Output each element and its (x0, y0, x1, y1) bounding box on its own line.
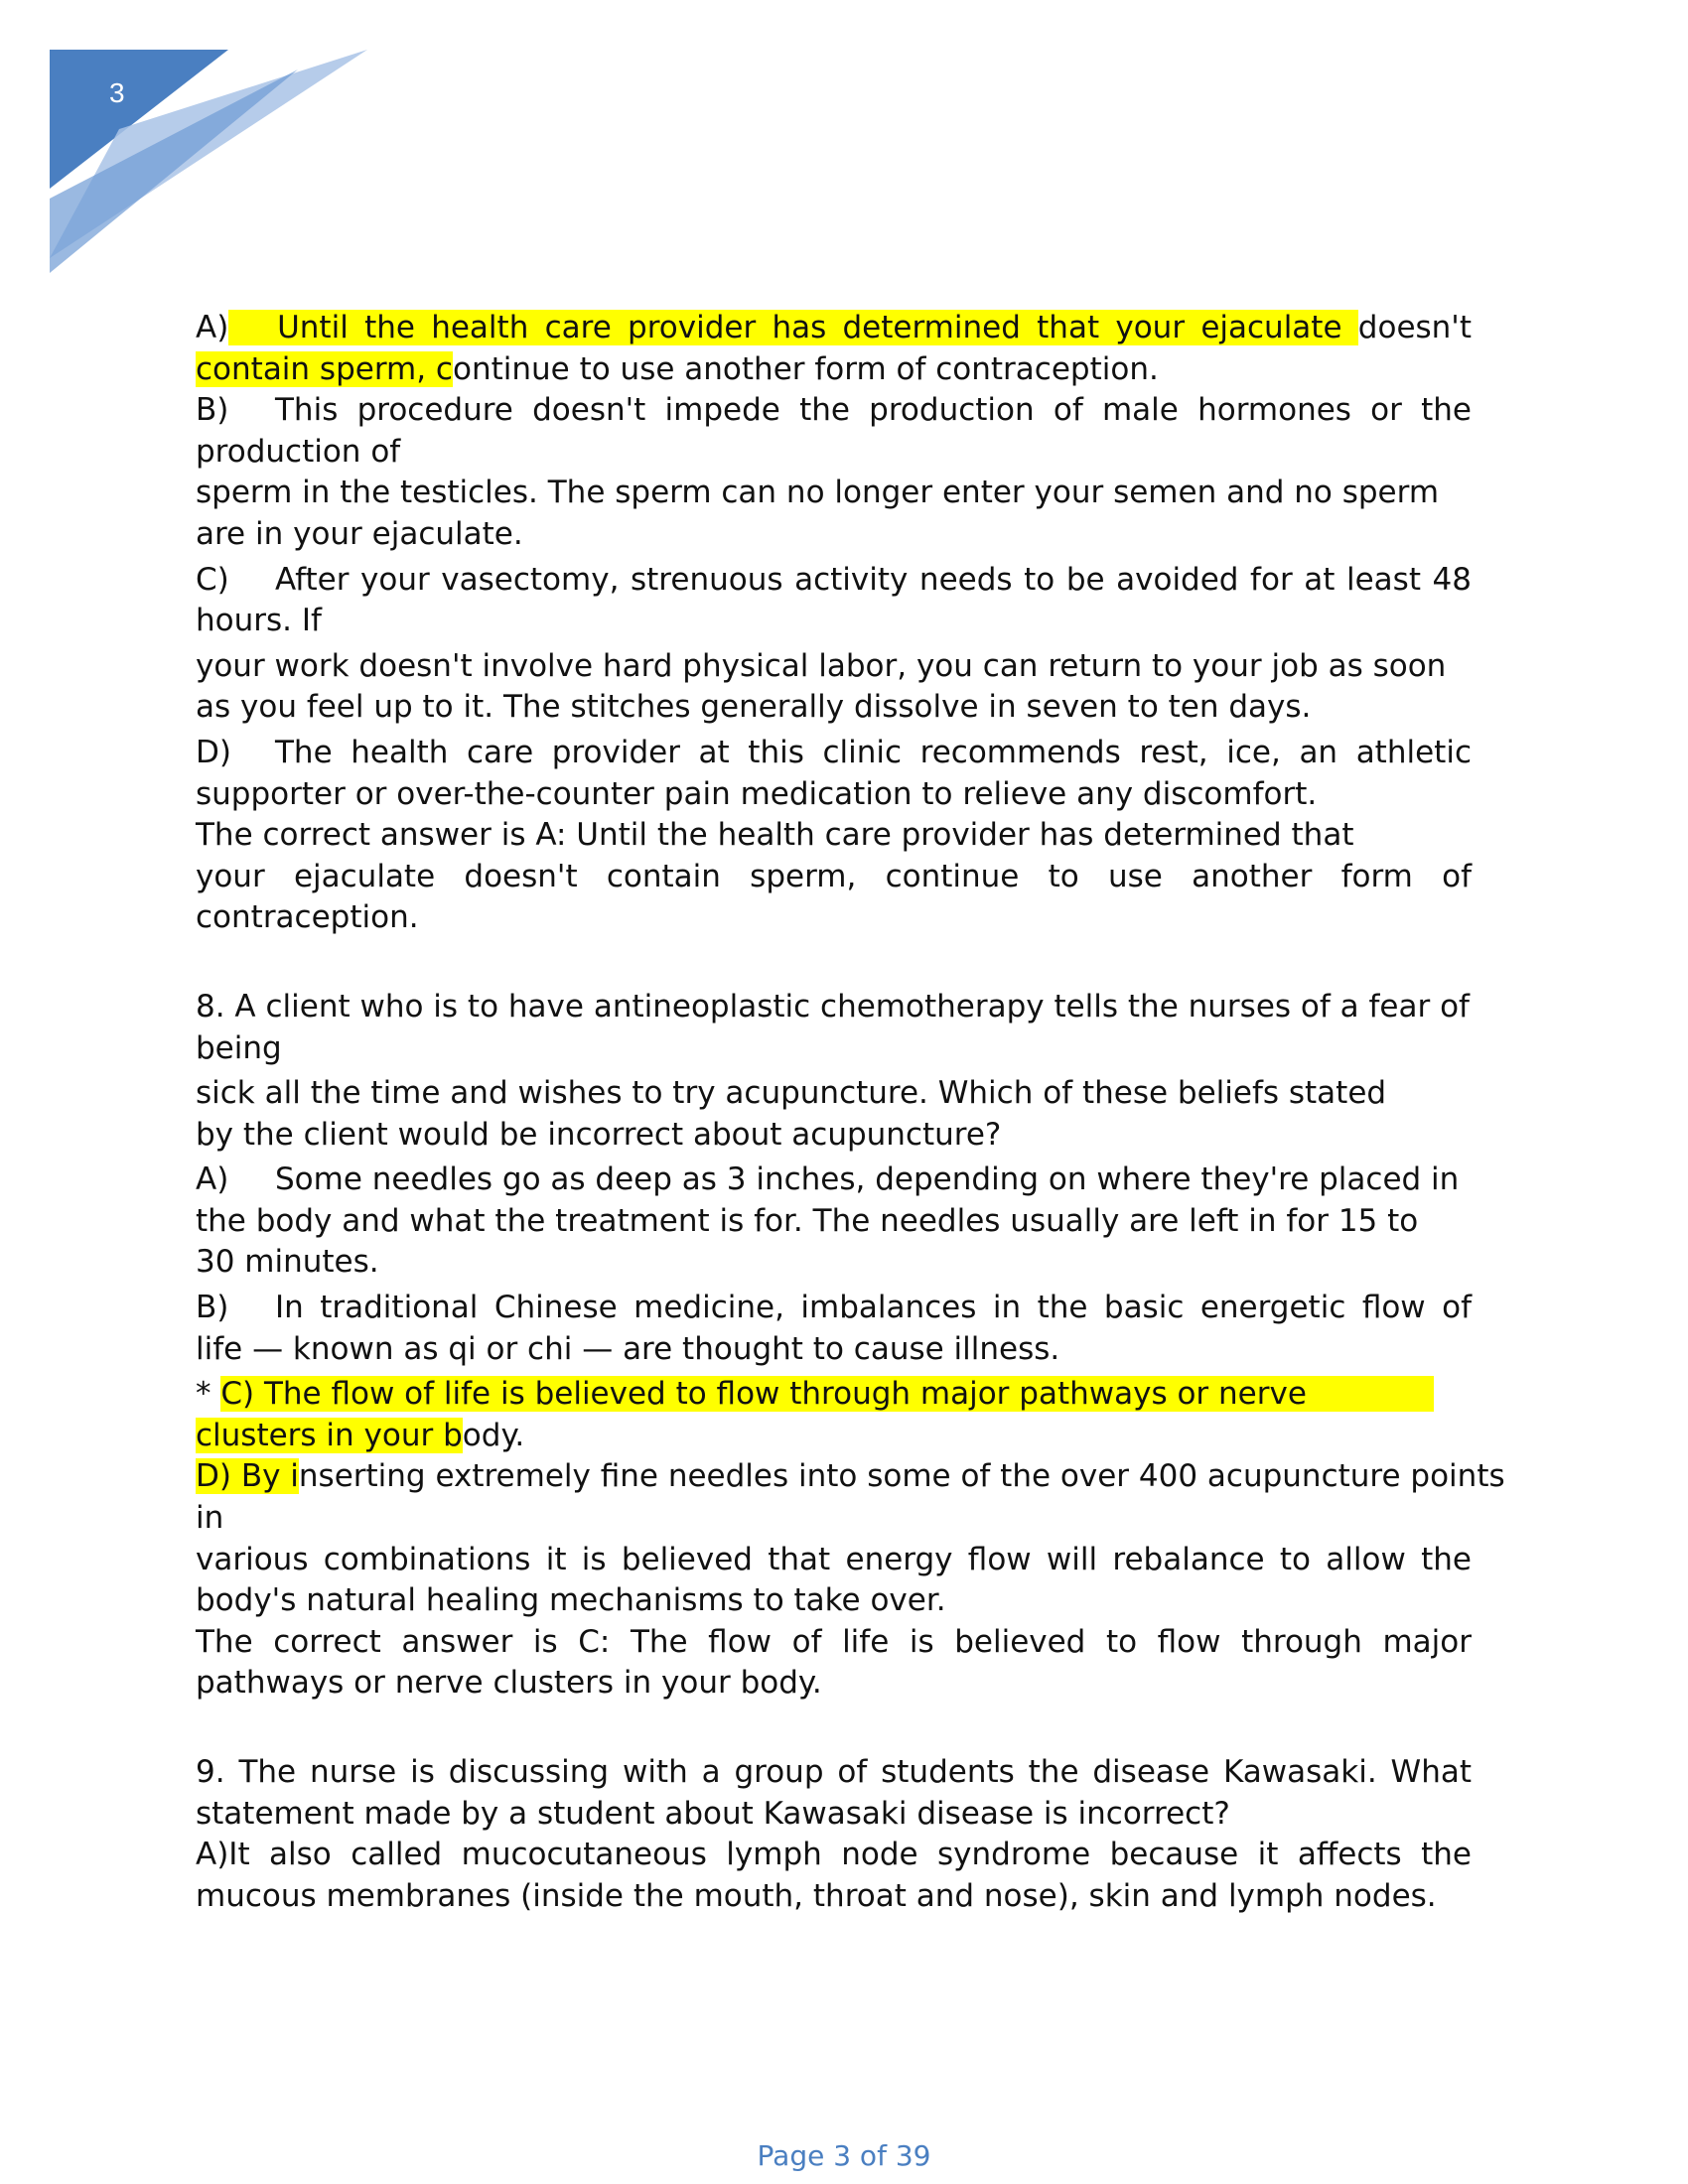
q8-question-line4: by the client would be incorrect about acupuncture? (196, 1116, 1002, 1153)
q8-option-a-line2: the body and what the treatment is for. The needles usually are left in for 15 to (196, 1202, 1419, 1239)
corner-decoration (0, 0, 377, 278)
q7-option-b-line1: B) This procedure doesn't impede the production of male hormones or the (196, 392, 1472, 429)
q8-question-line1: 8. A client who is to have antineoplastic chemotherapy tells the nurses of a fear of (196, 988, 1470, 1024)
q9-option-a-line2: mucous membranes (inside the mouth, throat and nose), skin and lymph nodes. (196, 1877, 1437, 1914)
q7-option-b-line3: sperm in the testicles. The sperm can no longer enter your semen and no sperm (196, 475, 1440, 511)
q7-option-a-highlight: Until the health care provider has determined that your ejaculate (228, 310, 1357, 345)
q9-option-a-line1: A)It also called mucocutaneous lymph node syndrome because it affects the (196, 1837, 1472, 1873)
q8-option-c-highlight: C) The flow of life is believed to flow through major pathways or nerve (220, 1376, 1434, 1412)
q7-answer-line2: your ejaculate doesn't contain sperm, continue to use another form of (196, 858, 1472, 894)
q8-answer-line2: pathways or nerve clusters in your body. (196, 1665, 822, 1702)
q7-option-a-line2: contain sperm, continue to use another form of contraception. (196, 350, 1159, 387)
q8-question-line3: sick all the time and wishes to try acupuncture. Which of these beliefs stated (196, 1075, 1387, 1112)
q8-option-c-line2: clusters in your body. (196, 1417, 525, 1453)
q7-option-d-line2: supporter or over-the-counter pain medication to relieve any discomfort. (196, 775, 1318, 812)
q9-question-line2: statement made by a student about Kawasaki disease is incorrect? (196, 1795, 1230, 1832)
q7-option-c-line4: as you feel up to it. The stitches generally dissolve in seven to ten days. (196, 689, 1312, 726)
q8-option-a-line1: A) Some needles go as deep as 3 inches, depending on where they're placed in (196, 1161, 1460, 1198)
q8-option-d-line2: in (196, 1500, 224, 1537)
q7-answer-line1: The correct answer is A: Until the health care provider has determined that (196, 817, 1354, 854)
q7-option-a-line1: A) Until the health care provider has determined that your ejaculate doesn't (196, 310, 1472, 345)
q7-option-c-line3: your work doesn't involve hard physical labor, you can return to your job as soon (196, 647, 1447, 684)
q7-option-b-line2: production of (196, 433, 401, 470)
q9-question-line1: 9. The nurse is discussing with a group of students the disease Kawasaki. What (196, 1754, 1472, 1790)
q8-option-d-line1: D) By inserting extremely fine needles into some of the over 400 acupuncture points (196, 1458, 1505, 1495)
q8-option-b-line2: life — known as qi or chi — are thought to cause illness. (196, 1330, 1060, 1367)
page-content (196, 308, 1505, 1917)
q8-answer-line1: The correct answer is C: The flow of life is believed to flow through major (196, 1623, 1472, 1660)
header-page-number: 3 (109, 77, 125, 108)
q7-answer-line3: contraception. (196, 899, 419, 936)
page-footer: Page 3 of 39 (757, 2139, 931, 2172)
q7-option-c-line1: C) After your vasectomy, strenuous activity needs to be avoided for at least 48 (196, 561, 1472, 598)
q7-option-b-line4: are in your ejaculate. (196, 515, 523, 552)
q7-option-d-line1: D) The health care provider at this clinic recommends rest, ice, an athletic (196, 734, 1472, 770)
q8-option-a-line3: 30 minutes. (196, 1244, 379, 1281)
q8-option-c-line1: * C) The flow of life is believed to flow through major pathways or nerve (196, 1374, 1472, 1416)
q8-question-line2: being (196, 1029, 282, 1066)
q8-option-d-line4: body's natural healing mechanisms to take over. (196, 1582, 946, 1619)
q8-option-d-line3: various combinations it is believed that energy flow will rebalance to allow the (196, 1541, 1472, 1577)
q7-option-c-line2: hours. If (196, 603, 322, 639)
q8-option-b-line1: B) In traditional Chinese medicine, imbalances in the basic energetic flow of (196, 1290, 1472, 1326)
